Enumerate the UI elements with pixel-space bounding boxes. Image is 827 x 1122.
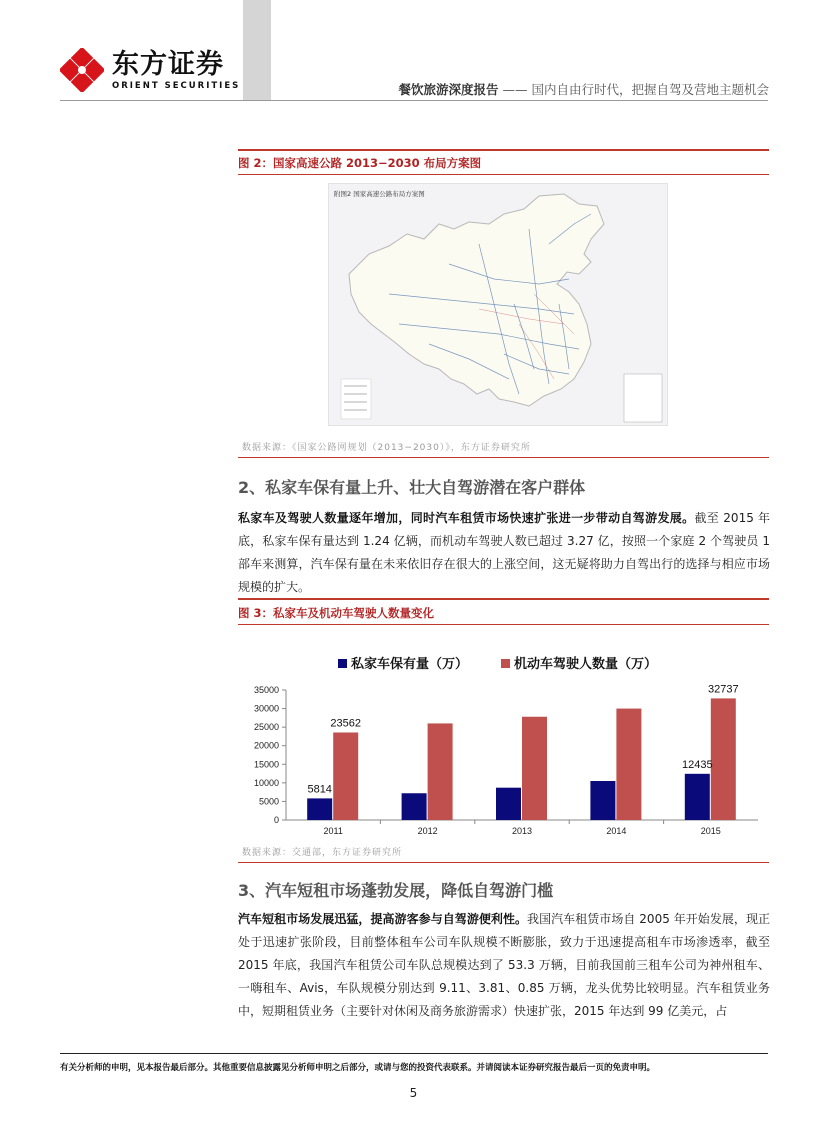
section3-heading: 3、汽车短租市场蓬勃发展，降低自驾游门槛: [238, 881, 554, 900]
data-label: 5814: [307, 783, 332, 796]
chart-bars: [307, 698, 736, 820]
legend-swatch-1: [501, 659, 510, 668]
figure3-source: 数据来源：交通部，东方证券研究所: [242, 848, 403, 858]
y-tick-label: 35000: [253, 685, 279, 695]
section2-heading: 2、私家车保有量上升、壮大自驾游潜在客户群体: [238, 478, 586, 497]
section3-bold-lead: 汽车短租市场发展迅猛，提高游客参与自驾游便利性。: [238, 912, 528, 926]
x-tick-label: 2012: [417, 826, 438, 836]
bar-0-2013: [496, 788, 521, 820]
figure3-top-rule: [238, 598, 769, 600]
y-tick-label: 20000: [253, 740, 279, 751]
vehicle-driver-bar-chart: [238, 630, 769, 842]
legend-label-1: 机动车驾驶人数量（万）: [514, 657, 658, 672]
bar-0-2015: [685, 774, 710, 820]
y-tick-label: 0: [273, 815, 279, 825]
x-tick-label: 2015: [700, 826, 721, 836]
section2-bold-lead: 私家车及驾驶人数量逐年增加，同时汽车租赁市场快速扩张进一步带动自驾游发展。: [238, 511, 695, 525]
highway-map-image: [328, 183, 668, 426]
figure2-caption: 图 2：国家高速公路 2013−2030 布局方案图: [238, 156, 482, 170]
x-tick-label: 2014: [606, 826, 627, 836]
y-tick-label: 15000: [253, 759, 279, 770]
footer-disclaimer: 有关分析师的申明，见本报告最后部分。其他重要信息披露见分析师申明之后部分，或请与您的投资代表联系。并请阅读本证券研究报告最后一页的免责申明。: [60, 1063, 656, 1073]
header-divider: [60, 100, 768, 101]
data-label: 23562: [330, 717, 361, 730]
report-subtitle: —— 国内自由行时代，把握自驾及营地主题机会: [502, 82, 769, 97]
bar-1-2012: [428, 723, 453, 820]
section3-body-text: 我国汽车租赁市场自 2005 年开始发展，现正处于迅速扩张阶段，目前整体租车公司车队规模不断膨胀，致力于迅速提高租车市场渗透率，截至 2015 年底，我国汽车租赁公司车队总规模达到了 53.3 万辆，目前我国前三租车公司为神州租车、一嗨租车、Avis，车队规模分别达到 9.11、3.81、0.85 万辆，龙头优势比较明显。汽车租赁业务中，短期租赁业务（主要针对休闲及商务旅游需求）快速扩张，2015 年达到 99 亿美元，占: [238, 912, 770, 1018]
figure2-top-rule: [238, 149, 769, 151]
figure3-caption: 图 3：私家车及机动车驾驶人数量变化: [238, 606, 435, 620]
section2-paragraph: [238, 507, 770, 599]
bar-0-2011: [307, 798, 332, 820]
y-tick-label: 25000: [253, 722, 279, 733]
report-header-title: [399, 80, 769, 98]
chart-legend: [338, 656, 657, 672]
footer-divider: [60, 1053, 768, 1054]
logo-english-name: ORIENT SECURITIES: [112, 80, 241, 91]
legend-label-0: 私家车保有量（万）: [351, 657, 469, 672]
header-decor-bar: [243, 0, 271, 100]
bar-0-2012: [402, 793, 427, 820]
bar-1-2014: [616, 709, 641, 820]
y-tick-label: 30000: [253, 703, 279, 714]
figure3-bottom-rule: [238, 862, 769, 863]
page-number: 5: [409, 1086, 418, 1100]
data-label: 12435: [682, 758, 713, 771]
section3-paragraph: [238, 908, 770, 1023]
x-tick-label: 2011: [323, 826, 343, 836]
bar-1-2015: [711, 698, 736, 820]
y-tick-label: 10000: [253, 777, 279, 788]
figure2-caption-rule: [238, 174, 769, 175]
map-title: 附图2 国家高速公路布局方案图: [334, 190, 425, 198]
bar-1-2011: [333, 732, 358, 820]
logo-chinese-name: 东方证券: [112, 48, 224, 80]
company-logo: [60, 48, 240, 92]
figure3-caption-rule: [238, 624, 769, 625]
y-tick-label: 5000: [258, 796, 279, 807]
data-label: 32737: [708, 683, 739, 696]
x-tick-label: 2013: [511, 826, 533, 836]
legend-swatch-0: [338, 659, 347, 668]
bar-0-2014: [590, 781, 615, 820]
logo-mark-icon: [60, 48, 104, 92]
bar-1-2013: [522, 717, 547, 820]
figure2-source: 数据来源：《国家公路网规划（2013−2030）》，东方证券研究所: [242, 443, 531, 453]
figure2-bottom-rule: [238, 457, 769, 458]
section2-body-text: 截至 2015 年底，私家车保有量达到 1.24 亿辆，而机动车驾驶人数已超过 3.27 亿，按照一个家庭 2 个驾驶员 1 部车来测算，汽车保有量在未来依旧存在很大的上涨空间，这无疑将助力自驾出行的选择与相应市场规模的扩大。: [238, 511, 770, 594]
china-map-icon: [329, 184, 668, 426]
report-type: 餐饮旅游深度报告: [398, 82, 499, 97]
